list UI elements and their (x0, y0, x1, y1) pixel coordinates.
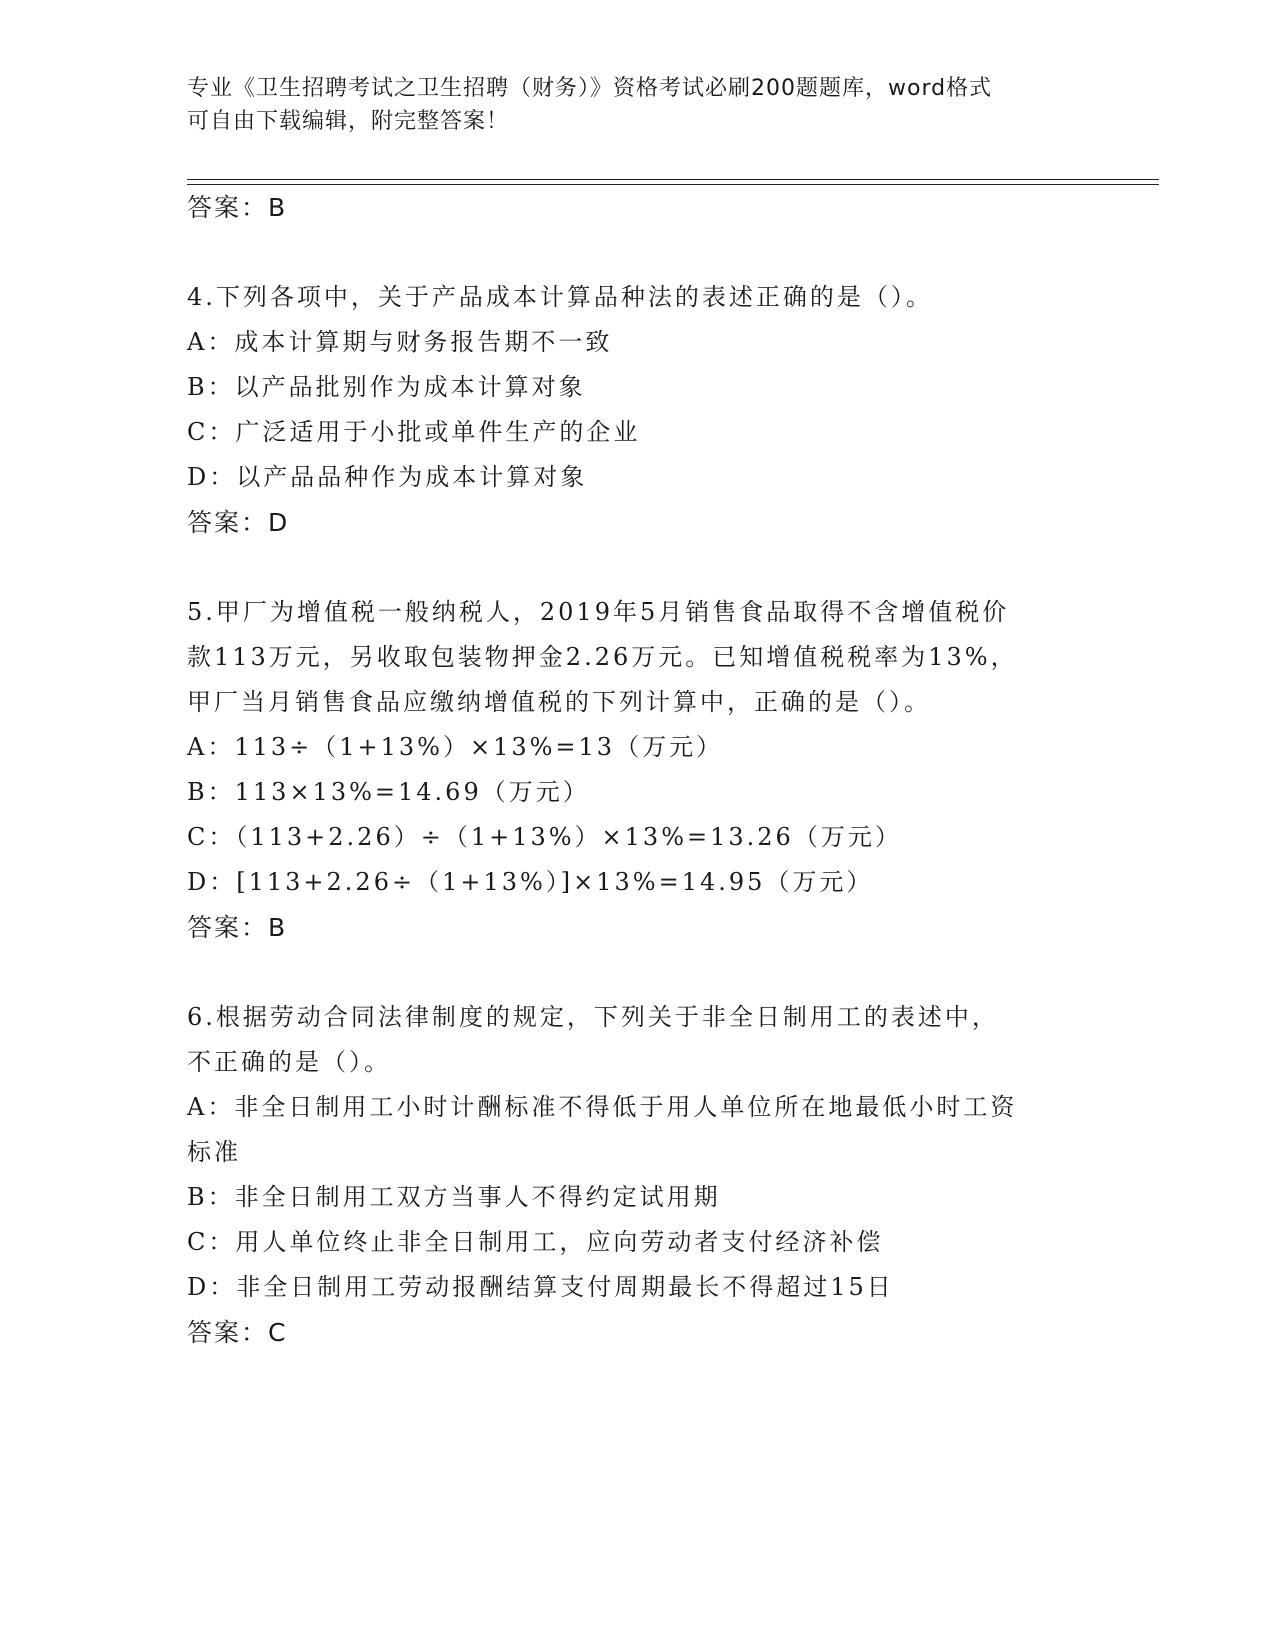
answer: 答案：D (187, 508, 290, 537)
question-5 (187, 590, 1087, 950)
question-list (187, 185, 1087, 1355)
answer: 答案：B (187, 913, 288, 942)
question-stem-line-1: 5.甲厂为增值税一般纳税人，2019年5月销售食品取得不含增值税价 (187, 598, 1010, 626)
answer: 答案：C (187, 1318, 288, 1347)
option-d: D：[113+2.26÷（1+13%）]×13%=14.95（万元） (187, 868, 874, 896)
option-a: A：非全日制用工小时计酬标准不得低于用人单位所在地最低小时工资 (187, 1093, 1018, 1121)
option-b: B：113×13%=14.69（万元） (187, 778, 590, 806)
option-b: B：以产品批别作为成本计算对象 (187, 373, 586, 401)
header-line-2: 可自由下载编辑，附完整答案！ (187, 109, 510, 134)
option-c: C：用人单位终止非全日制用工，应向劳动者支付经济补偿 (187, 1228, 884, 1256)
question-4 (187, 275, 1087, 545)
option-a: A：成本计算期与财务报告期不一致 (187, 328, 613, 356)
header-line-1: 专业《卫生招聘考试之卫生招聘（财务）》资格考试必刷200题题库，word格式 (187, 76, 993, 101)
question-stem-line-1: 6.根据劳动合同法律制度的规定，下列关于非全日制用工的表述中， (187, 1003, 999, 1031)
option-b: B：非全日制用工双方当事人不得约定试用期 (187, 1183, 721, 1211)
question-stem-line-2: 款113万元，另收取包装物押金2.26万元。已知增值税税率为13%， (187, 643, 1018, 671)
document-header (187, 72, 1067, 138)
previous-answer: 答案：B (187, 193, 288, 222)
option-a-continued: 标准 (187, 1138, 241, 1166)
header-divider-top (187, 179, 1159, 180)
question-stem-line-2: 不正确的是（）。 (187, 1048, 391, 1076)
option-a: A：113÷（1+13%）×13%=13（万元） (187, 733, 724, 761)
question-stem: 4.下列各项中，关于产品成本计算品种法的表述正确的是（）。 (187, 283, 933, 311)
option-c: C：（113+2.26）÷（1+13%）×13%=13.26（万元） (187, 823, 902, 851)
option-c: C：广泛适用于小批或单件生产的企业 (187, 418, 641, 446)
question-6 (187, 995, 1087, 1355)
option-d: D：以产品品种作为成本计算对象 (187, 463, 588, 491)
option-d: D：非全日制用工劳动报酬结算支付周期最长不得超过15日 (187, 1273, 894, 1301)
question-stem-line-3: 甲厂当月销售食品应缴纳增值税的下列计算中，正确的是（）。 (187, 688, 931, 716)
